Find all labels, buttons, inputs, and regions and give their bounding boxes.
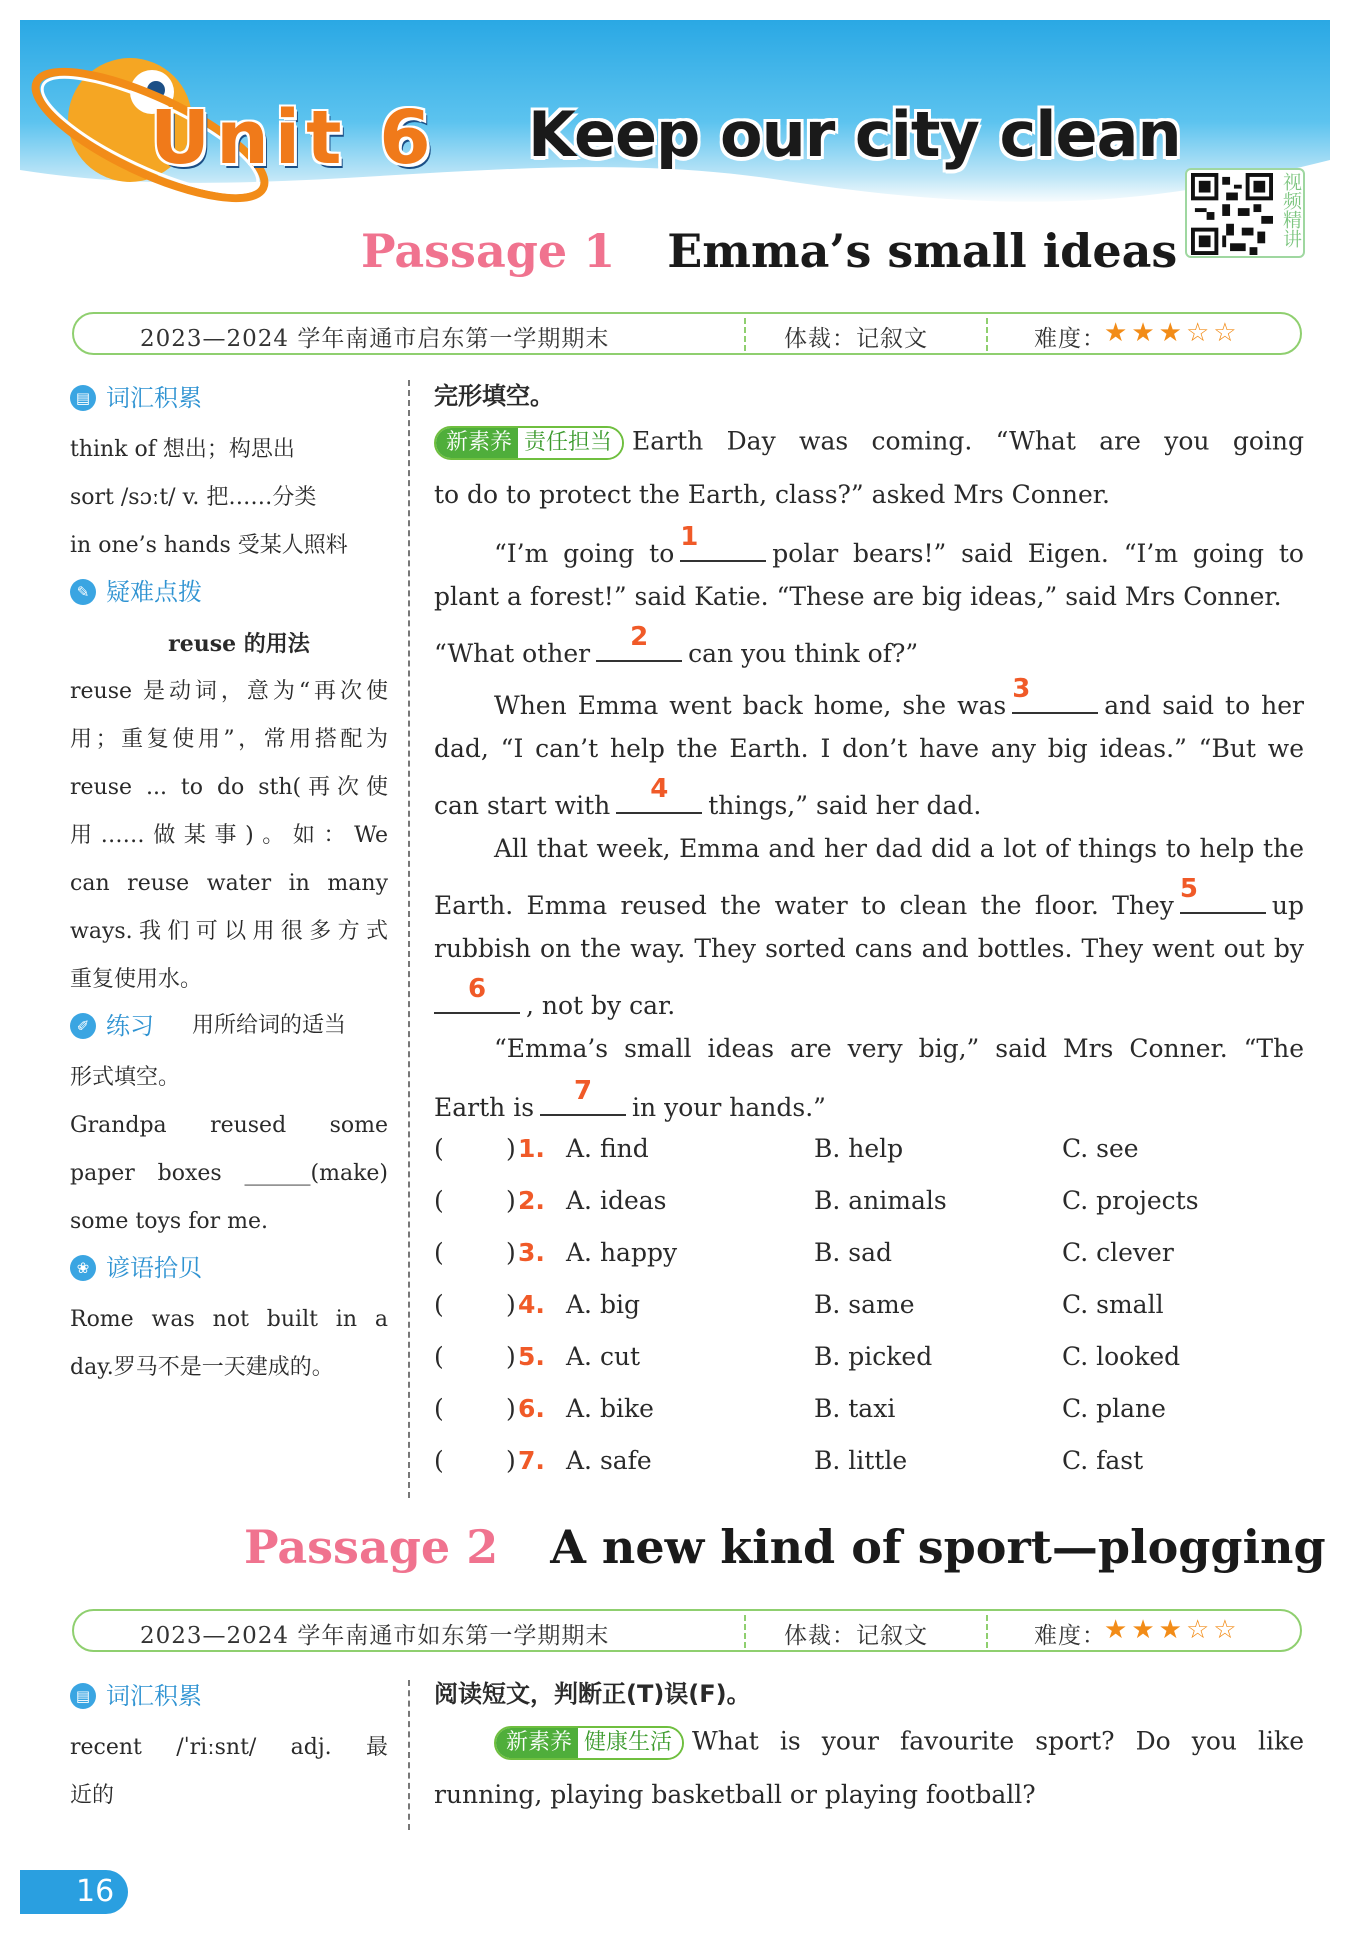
unit-label: Unit 6: [150, 95, 437, 181]
answer-bracket-close: ): [506, 1446, 516, 1475]
star-filled-icon: ★: [1158, 1615, 1186, 1645]
tips-heading: ✎ 疑难点拨: [70, 570, 388, 614]
text-line: to do to protect the Earth, class?” asked Mrs Conner.: [434, 480, 1110, 509]
option-c[interactable]: C. looked: [1062, 1342, 1181, 1371]
page-number: 16: [20, 1870, 128, 1914]
option-a[interactable]: A. bike: [566, 1394, 654, 1423]
passage-2-sidebar: [70, 1674, 388, 1820]
option-a[interactable]: A. big: [566, 1290, 640, 1319]
shell-icon: ❀: [70, 1255, 96, 1281]
practice-heading: ✐ 练习 用所给词的适当: [70, 1004, 388, 1048]
vocab-heading: ▤ 词汇积累: [70, 1674, 388, 1718]
book-icon: ▤: [70, 385, 96, 411]
question-row: [434, 1238, 1304, 1278]
answer-bracket[interactable]: (: [434, 1238, 444, 1267]
question-row: [434, 1446, 1304, 1486]
text-line: Earth is 7 in your hands.”: [434, 1076, 826, 1122]
text-line: plant a forest!” said Katie. “These are big ideas,” said Mrs Conner.: [434, 582, 1282, 611]
column-divider: [408, 1680, 410, 1830]
answer-bracket-close: ): [506, 1186, 516, 1215]
passage-1-genre: 体裁：记叙文: [784, 326, 928, 352]
passage-2-source: 2023—2024 学年南通市如东第一学期期末: [140, 1623, 610, 1649]
vocab-line: in one’s hands 受某人照料: [70, 533, 348, 558]
passage-2-title: A new kind of sport—plogging: [550, 1520, 1326, 1574]
blank-6[interactable]: 6: [434, 984, 520, 1014]
tips-line: reuse ... to do sth(再次使: [70, 775, 388, 800]
option-b[interactable]: B. little: [814, 1446, 908, 1475]
option-c[interactable]: C. fast: [1062, 1446, 1144, 1475]
answer-bracket-close: ): [506, 1342, 516, 1371]
passage-1-sidebar: [70, 376, 388, 1392]
tips-line: 用；重复使用”，常用搭配为: [70, 727, 388, 752]
star-filled-icon: ★: [1131, 318, 1159, 348]
answer-bracket-close: ): [506, 1238, 516, 1267]
passage-2-heading: [244, 1520, 1326, 1574]
answer-bracket[interactable]: (: [434, 1290, 444, 1319]
vocab-line: think of 想出；构思出: [70, 437, 295, 462]
tips-line: reuse 是动词，意为“再次使: [70, 679, 388, 704]
star-filled-icon: ★: [1131, 1615, 1159, 1645]
text-line: running, playing basketball or playing football?: [434, 1780, 1036, 1809]
unit-title: Keep our city clean: [528, 98, 1181, 171]
question-number: 2.: [518, 1186, 545, 1215]
star-empty-icon: ☆: [1213, 318, 1241, 348]
qr-code-icon: [1190, 173, 1274, 255]
text-line: Earth. Emma reused the water to clean the floor. They 5 up: [434, 874, 1304, 920]
star-empty-icon: ☆: [1185, 1615, 1214, 1645]
proverb-line: day.罗马不是一天建成的。: [70, 1355, 334, 1380]
passage-1-difficulty-stars: [1104, 318, 1241, 348]
vocab-line: 近的: [70, 1783, 115, 1808]
blank-2[interactable]: 2: [596, 632, 682, 662]
question-number: 4.: [518, 1290, 545, 1319]
info-divider: [744, 1615, 746, 1648]
info-divider: [986, 1615, 988, 1648]
proverb-line: Rome was not built in a: [70, 1307, 388, 1332]
option-b[interactable]: B. help: [814, 1134, 904, 1163]
option-a[interactable]: A. safe: [566, 1446, 652, 1475]
passage-1-info-bar: [72, 312, 1302, 355]
passage-1-difficulty-label: 难度：: [1034, 326, 1106, 352]
answer-bracket[interactable]: (: [434, 1134, 444, 1163]
option-a[interactable]: A. cut: [566, 1342, 641, 1371]
option-b[interactable]: B. picked: [814, 1342, 933, 1371]
option-b[interactable]: B. same: [814, 1290, 915, 1319]
pen-icon: ✐: [70, 1013, 96, 1039]
tips-line: can reuse water in many: [70, 871, 388, 896]
question-number: 3.: [518, 1238, 545, 1267]
answer-bracket-close: ): [506, 1394, 516, 1423]
text-line: “What other 2 can you think of?”: [434, 622, 919, 668]
question-row: [434, 1134, 1304, 1174]
book-icon: ▤: [70, 1683, 96, 1709]
blank-3[interactable]: 3: [1012, 684, 1098, 714]
practice-line: some toys for me.: [70, 1209, 268, 1234]
column-divider: [408, 380, 410, 1498]
practice-line: paper boxes ______(make): [70, 1161, 388, 1186]
option-a[interactable]: A. happy: [566, 1238, 678, 1267]
task-instruction: 阅读短文，判断正(T)误(F)。: [434, 1680, 751, 1708]
answer-bracket[interactable]: (: [434, 1394, 444, 1423]
pencil-icon: ✎: [70, 579, 96, 605]
passage-1-number: Passage 1: [361, 224, 616, 278]
option-b[interactable]: B. sad: [814, 1238, 893, 1267]
question-row: [434, 1342, 1304, 1382]
passage-1-heading: [361, 224, 1177, 278]
vocab-line: sort /sɔːt/ v. 把……分类: [70, 485, 317, 510]
answer-bracket[interactable]: (: [434, 1186, 444, 1215]
option-c[interactable]: C. small: [1062, 1290, 1164, 1319]
answer-bracket-close: ): [506, 1134, 516, 1163]
option-b[interactable]: B. animals: [814, 1186, 947, 1215]
option-a[interactable]: A. ideas: [566, 1186, 667, 1215]
passage-1-source: 2023—2024 学年南通市启东第一学期期末: [140, 326, 610, 352]
info-divider: [986, 318, 988, 351]
text-line: “I’m going to 1 polar bears!” said Eigen. “I’m going to: [494, 522, 1304, 568]
option-b[interactable]: B. taxi: [814, 1394, 896, 1423]
star-empty-icon: ☆: [1185, 318, 1214, 348]
proverb-heading: ❀ 谚语拾贝: [70, 1246, 388, 1290]
vocab-heading: ▤ 词汇积累: [70, 376, 388, 420]
text-line: can start with 4 things,” said her dad.: [434, 774, 982, 820]
star-empty-icon: ☆: [1213, 1615, 1241, 1645]
text-line: rubbish on the way. They sorted cans and bottles. They went out by: [434, 934, 1304, 963]
answer-bracket[interactable]: (: [434, 1446, 444, 1475]
task-instruction: 完形填空。: [434, 382, 554, 410]
question-number: 1.: [518, 1134, 545, 1163]
text-line: 新素养 责任担当 Earth Day was coming. “What are you going: [434, 426, 1304, 460]
literacy-tag: 新素养 健康生活: [494, 1726, 684, 1760]
text-line: All that week, Emma and her dad did a lot of things to help the: [494, 834, 1304, 863]
qr-code-box[interactable]: [1185, 168, 1305, 258]
option-c[interactable]: C. see: [1062, 1134, 1139, 1163]
literacy-tag: 新素养 责任担当: [434, 426, 624, 460]
passage-2-info-bar: [72, 1609, 1302, 1652]
option-c[interactable]: C. clever: [1062, 1238, 1174, 1267]
answer-bracket-close: ): [506, 1290, 516, 1319]
answer-bracket[interactable]: (: [434, 1342, 444, 1371]
practice-instruction: 形式填空。: [70, 1065, 181, 1090]
option-c[interactable]: C. projects: [1062, 1186, 1199, 1215]
question-number: 7.: [518, 1446, 545, 1475]
qr-label: 视频精讲: [1280, 172, 1302, 248]
passage-2-difficulty-stars: [1104, 1615, 1241, 1645]
star-filled-icon: ★: [1104, 1615, 1132, 1645]
text-line: dad, “I can’t help the Earth. I don’t have any big ideas.” “But we: [434, 734, 1304, 763]
tips-line: 用……做某事)。如：We: [70, 823, 388, 848]
info-divider: [744, 318, 746, 351]
question-row: [434, 1186, 1304, 1226]
option-a[interactable]: A. find: [566, 1134, 649, 1163]
vocab-line: recent /ˈriːsnt/ adj. 最: [70, 1735, 388, 1760]
question-row: [434, 1290, 1304, 1330]
passage-2-difficulty-label: 难度：: [1034, 1623, 1106, 1649]
question-number: 6.: [518, 1394, 545, 1423]
star-filled-icon: ★: [1158, 318, 1186, 348]
practice-line: Grandpa reused some: [70, 1113, 388, 1138]
blank-5[interactable]: 5: [1180, 884, 1266, 914]
tips-line: ways.我们可以用很多方式: [70, 919, 388, 944]
blank-4[interactable]: 4: [616, 784, 702, 814]
question-number: 5.: [518, 1342, 545, 1371]
question-row: [434, 1394, 1304, 1434]
text-line: 新素养 健康生活 What is your favourite sport? Do you like: [434, 1726, 1304, 1760]
tips-line: 重复使用水。: [70, 967, 203, 992]
blank-1[interactable]: 1: [680, 532, 766, 562]
text-line: 6 , not by car.: [434, 984, 1304, 1020]
star-filled-icon: ★: [1104, 318, 1132, 348]
text-line: “Emma’s small ideas are very big,” said Mrs Conner. “The: [494, 1034, 1304, 1063]
passage-1-title: Emma’s small ideas: [667, 224, 1178, 278]
passage-2-number: Passage 2: [244, 1520, 499, 1574]
option-c[interactable]: C. plane: [1062, 1394, 1166, 1423]
blank-7[interactable]: 7: [540, 1086, 626, 1116]
passage-2-genre: 体裁：记叙文: [784, 1623, 928, 1649]
text-line: When Emma went back home, she was 3 and said to her: [494, 674, 1304, 720]
tips-subtitle: reuse 的用法: [168, 631, 310, 657]
